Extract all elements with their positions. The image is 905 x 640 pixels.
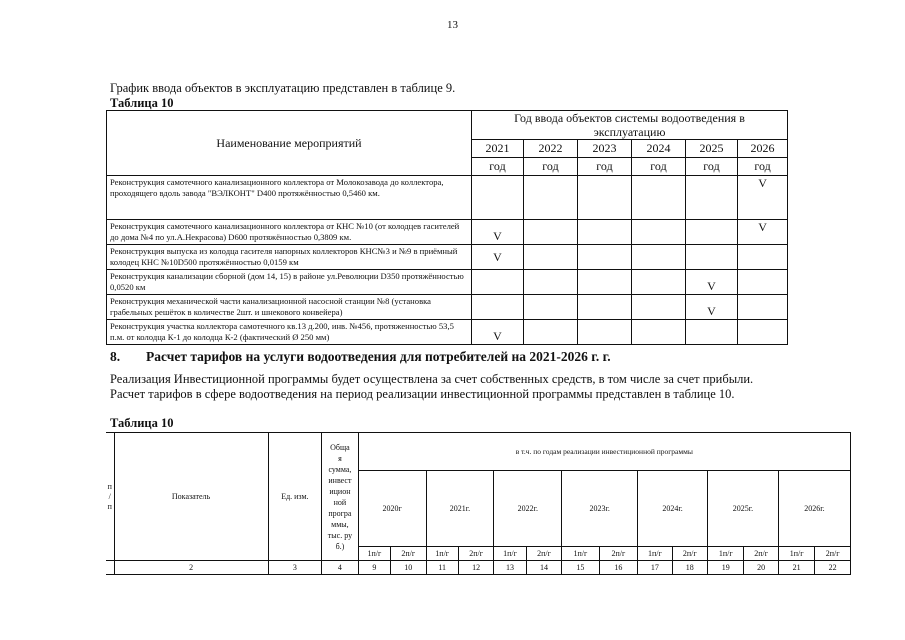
header-year: 2021 [472, 140, 524, 158]
year-mark [472, 295, 524, 320]
year-mark: V [738, 220, 788, 245]
table2-caption: Таблица 10 [110, 416, 174, 430]
header-year: 2022г. [494, 471, 562, 547]
header-half-year: 1п/г [708, 547, 744, 561]
year-mark [632, 220, 686, 245]
year-mark [686, 176, 738, 220]
column-number: 22 [815, 561, 851, 575]
year-mark [632, 295, 686, 320]
column-number: 16 [599, 561, 637, 575]
header-unit: Ед. изм. [268, 433, 322, 561]
header-year: 2026г. [778, 471, 850, 547]
header-year: 2025г. [708, 471, 779, 547]
year-mark [578, 270, 632, 295]
year-mark [524, 270, 578, 295]
year-mark [578, 320, 632, 345]
header-total-line: програ [328, 508, 352, 518]
year-mark [578, 245, 632, 270]
table-row [107, 220, 788, 245]
column-number: 9 [358, 561, 390, 575]
header-measures: Наименование мероприятий [107, 111, 472, 176]
year-mark [472, 270, 524, 295]
header-year: 2024г. [638, 471, 708, 547]
column-number: 2 [114, 561, 268, 575]
table-row [107, 245, 788, 270]
year-mark: V [686, 270, 738, 295]
header-half-year: 2п/г [599, 547, 637, 561]
measure-name: Реконструкция участка коллектора самотечного кв.13 д.200, инв. №456, протяженностью 53,5 п.м. от колодца К-1 до колодца К-2 (фактический Ø 250 мм) [107, 320, 472, 345]
year-mark [632, 176, 686, 220]
year-mark [578, 220, 632, 245]
header-np [106, 433, 114, 561]
year-mark [472, 176, 524, 220]
header-total-line: я [338, 453, 342, 463]
table-row [107, 176, 788, 220]
page-number: 13 [447, 19, 458, 31]
header-total-line: Обща [330, 442, 350, 452]
header-year: 2023г. [562, 471, 638, 547]
year-mark [578, 295, 632, 320]
header-total-line: инвест [328, 475, 352, 485]
header-year: 2021г. [426, 471, 494, 547]
header-half-year: 1п/г [426, 547, 458, 561]
section-paragraph-1: Реализация Инвестиционной программы будет осуществлена за счет собственных средств, в том числе за счет прибыли. [110, 372, 754, 386]
header-indicator: Показатель [114, 433, 268, 561]
year-mark [738, 270, 788, 295]
header-year-group-line1: Год ввода объектов системы водоотведения в [514, 111, 745, 125]
measure-name: Реконструкция выпуска из колодца гасителя напорных коллекторов КНС№3 и №9 в приёмный колодец КНС №10D500 протяжённостью 0,0159 км [107, 245, 472, 270]
header-year-unit: год [524, 158, 578, 176]
year-mark [632, 270, 686, 295]
column-number: 10 [391, 561, 426, 575]
intro-sentence: График ввода объектов в эксплуатацию представлен в таблице 9. [110, 81, 456, 95]
measure-name: Реконструкция самотечного канализационного коллектора от Молокозавода до коллектора, проходящего вдоль завода "ВЭЛКОНТ" D400 протяжённостью 0,5460 км. [107, 176, 472, 220]
header-year: 2025 [686, 140, 738, 158]
column-number: 13 [494, 561, 526, 575]
header-years-group: в т.ч. по годам реализации инвестиционной программы [358, 433, 850, 471]
header-year: 2023 [578, 140, 632, 158]
tariff-calculation-table [106, 432, 851, 575]
year-mark [524, 220, 578, 245]
header-year-unit: год [632, 158, 686, 176]
year-mark [738, 295, 788, 320]
intro-text [110, 81, 455, 111]
header-year: 2024 [632, 140, 686, 158]
header-half-year: 1п/г [494, 547, 526, 561]
column-number: 11 [426, 561, 458, 575]
measure-name: Реконструкция канализации сборной (дом 14, 15) в районе ул.Революции D350 протяжённостью 0,0520 км [107, 270, 472, 295]
table-row [107, 295, 788, 320]
year-mark [524, 320, 578, 345]
header-year: 2026 [738, 140, 788, 158]
header-year-group [472, 111, 788, 140]
header-np-line: п [107, 481, 112, 491]
column-number: 17 [638, 561, 672, 575]
header-total-line: ицион [329, 486, 351, 496]
header-half-year: 2п/г [526, 547, 561, 561]
column-number: 21 [778, 561, 814, 575]
header-half-year: 2п/г [815, 547, 851, 561]
year-mark [632, 320, 686, 345]
header-year-unit: год [472, 158, 524, 176]
column-number: 15 [562, 561, 599, 575]
header-half-year: 2п/г [744, 547, 778, 561]
year-mark: V [472, 245, 524, 270]
year-mark [686, 245, 738, 270]
header-half-year: 2п/г [391, 547, 426, 561]
section-title: Расчет тарифов на услуги водоотведения для потребителей на 2021-2026 г. г. [146, 349, 611, 364]
year-mark [524, 245, 578, 270]
measure-name: Реконструкция самотечного канализационного коллектора от КНС №10 (от колодцев гасителей до дома №4 по ул.А.Некрасова) D600 протяжённостью 0,3809 км. [107, 220, 472, 245]
year-mark [578, 176, 632, 220]
header-year-unit: год [578, 158, 632, 176]
column-number [106, 561, 114, 575]
header-total-line: б.) [335, 541, 345, 551]
header-np-line: п [107, 501, 112, 511]
year-mark [686, 220, 738, 245]
header-year-group-line2: эксплуатацию [593, 125, 666, 139]
year-mark [738, 320, 788, 345]
year-mark [524, 176, 578, 220]
year-mark: V [472, 320, 524, 345]
column-number: 3 [268, 561, 322, 575]
column-number: 4 [322, 561, 358, 575]
section-number: 8. [110, 349, 121, 364]
column-number-row [106, 561, 851, 575]
table-row [107, 320, 788, 345]
measure-name: Реконструкция механической части канализационной насосной станции №8 (установка грабельных решёток в количестве 2шт. и шнекового конвейера) [107, 295, 472, 320]
table-row [107, 270, 788, 295]
column-number: 14 [526, 561, 561, 575]
year-mark [686, 320, 738, 345]
column-number: 12 [458, 561, 493, 575]
year-mark [524, 295, 578, 320]
column-number: 18 [672, 561, 707, 575]
header-half-year: 1п/г [562, 547, 599, 561]
year-mark: V [738, 176, 788, 220]
year-mark: V [472, 220, 524, 245]
year-mark: V [686, 295, 738, 320]
year-mark [632, 245, 686, 270]
header-year-unit: год [686, 158, 738, 176]
header-np-line: / [108, 491, 111, 501]
header-year: 2022 [524, 140, 578, 158]
column-number: 19 [708, 561, 744, 575]
column-number: 20 [744, 561, 778, 575]
section-heading [110, 349, 611, 365]
year-mark [738, 245, 788, 270]
header-year-unit: год [738, 158, 788, 176]
header-total-line: ммы, [331, 519, 349, 529]
header-total-line: ной [333, 497, 347, 507]
header-year: 2020г [358, 471, 426, 547]
header-half-year: 1п/г [358, 547, 390, 561]
header-total-amount [322, 433, 358, 561]
commissioning-schedule-table [106, 110, 788, 345]
header-total-line: тыс. ру [327, 530, 353, 540]
header-half-year: 2п/г [672, 547, 707, 561]
section-paragraph-2: Расчет тарифов в сфере водоотведения на период реализации инвестиционной программы представлен в таблице 10. [110, 387, 735, 401]
header-total-line: сумма, [328, 464, 352, 474]
table1-caption: Таблица 10 [110, 96, 174, 110]
header-half-year: 1п/г [638, 547, 672, 561]
header-half-year: 2п/г [458, 547, 493, 561]
header-half-year: 1п/г [778, 547, 814, 561]
